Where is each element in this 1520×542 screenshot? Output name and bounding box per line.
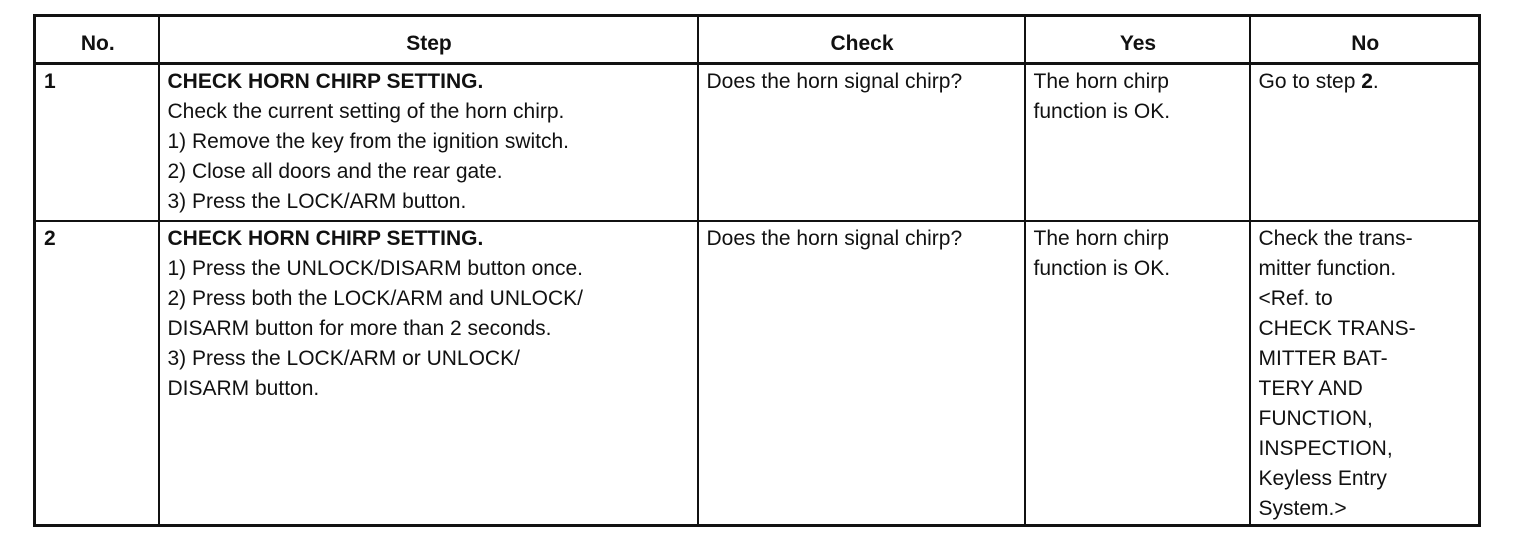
no-line: Check the trans-	[1258, 227, 1413, 250]
yes-cell	[1025, 221, 1250, 526]
no-line: mitter function.	[1258, 257, 1397, 280]
no-line: Keyless Entry	[1258, 467, 1387, 490]
no-line: CHECK TRANS-	[1258, 317, 1416, 340]
step-line: 2) Press both the LOCK/ARM and UNLOCK/	[167, 287, 583, 310]
header-no-result: No	[1250, 16, 1480, 64]
yes-line: The horn chirp	[1033, 227, 1169, 250]
table-row	[35, 64, 1480, 222]
step-line: 1) Press the UNLOCK/DISARM button once.	[167, 257, 583, 280]
check-cell	[698, 64, 1025, 222]
table-row	[35, 221, 1480, 526]
no-line: System.>	[1258, 497, 1347, 520]
no-cell	[1250, 221, 1480, 526]
step-line: 1) Remove the key from the ignition switch.	[167, 130, 570, 153]
step-number: 1	[35, 64, 159, 222]
yes-line: The horn chirp	[1033, 70, 1169, 93]
diagnostic-table	[33, 14, 1481, 527]
no-cell	[1250, 64, 1480, 222]
no-step-ref: 2	[1361, 70, 1373, 93]
check-cell	[698, 221, 1025, 526]
step-line: DISARM button.	[167, 377, 320, 400]
step-line: DISARM button for more than 2 seconds.	[167, 317, 552, 340]
check-text: Does the horn signal chirp?	[706, 227, 963, 250]
step-line: Check the current setting of the horn chirp.	[167, 100, 565, 123]
step-line: 2) Close all doors and the rear gate.	[167, 160, 503, 183]
header-check: Check	[698, 16, 1025, 64]
no-line: INSPECTION,	[1258, 437, 1393, 460]
step-number: 2	[35, 221, 159, 526]
step-title: CHECK HORN CHIRP SETTING.	[167, 227, 484, 250]
yes-line: function is OK.	[1033, 100, 1171, 123]
header-step: Step	[159, 16, 698, 64]
header-no: No.	[35, 16, 159, 64]
no-line: FUNCTION,	[1258, 407, 1373, 430]
header-yes: Yes	[1025, 16, 1250, 64]
no-prefix: Go to step	[1258, 70, 1362, 93]
step-cell	[159, 221, 698, 526]
yes-cell	[1025, 64, 1250, 222]
check-text: Does the horn signal chirp?	[706, 70, 963, 93]
no-text	[1259, 67, 1473, 97]
step-line: 3) Press the LOCK/ARM button.	[167, 190, 467, 213]
no-suffix: .	[1372, 70, 1379, 93]
step-line: 3) Press the LOCK/ARM or UNLOCK/	[167, 347, 520, 370]
table-header-row	[35, 16, 1480, 64]
no-line: <Ref. to	[1258, 287, 1333, 310]
step-cell	[159, 64, 698, 222]
yes-line: function is OK.	[1033, 257, 1171, 280]
step-title: CHECK HORN CHIRP SETTING.	[167, 70, 484, 93]
no-line: MITTER BAT-	[1258, 347, 1388, 370]
no-line: TERY AND	[1258, 377, 1363, 400]
